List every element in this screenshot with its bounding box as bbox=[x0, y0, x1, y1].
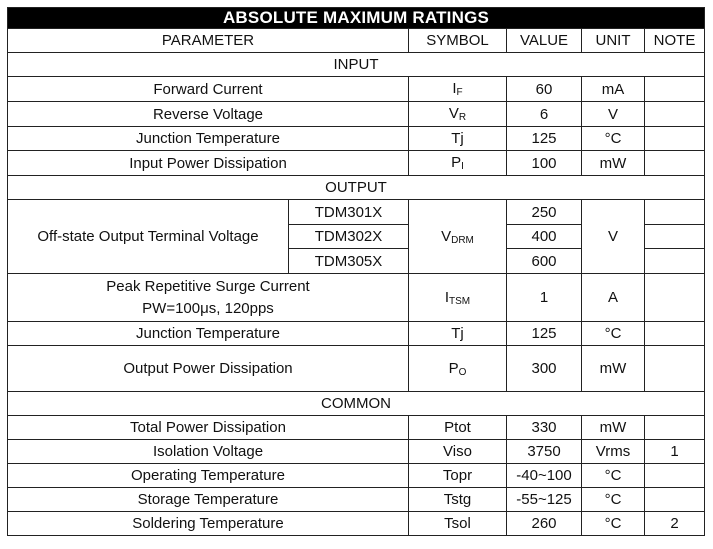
param-cell: Total Power Dissipation bbox=[8, 416, 409, 440]
note-cell bbox=[645, 274, 705, 322]
table-row bbox=[8, 440, 705, 464]
param-cell: Soldering Temperature bbox=[8, 512, 409, 536]
unit-cell: mA bbox=[582, 77, 645, 102]
param-cell: Input Power Dissipation bbox=[8, 151, 409, 176]
value-cell: 250 bbox=[507, 200, 582, 225]
section-common: COMMON bbox=[8, 392, 705, 416]
unit-cell: °C bbox=[582, 488, 645, 512]
symbol-cell: Ptot bbox=[409, 416, 507, 440]
note-cell bbox=[645, 488, 705, 512]
value-cell: 125 bbox=[507, 322, 582, 346]
value-cell: 125 bbox=[507, 127, 582, 151]
header-note: NOTE bbox=[645, 29, 705, 53]
param-cell: Off-state Output Terminal Voltage bbox=[8, 200, 289, 274]
note-cell bbox=[645, 322, 705, 346]
symbol-cell: Tstg bbox=[409, 488, 507, 512]
header-parameter: PARAMETER bbox=[8, 29, 409, 53]
symbol-cell: $I_F$ bbox=[409, 77, 507, 102]
value-cell: 100 bbox=[507, 151, 582, 176]
model-cell: TDM305X bbox=[289, 249, 409, 274]
note-cell: 1 bbox=[645, 440, 705, 464]
unit-cell: A bbox=[582, 274, 645, 322]
unit-cell: °C bbox=[582, 464, 645, 488]
unit-cell: mW bbox=[582, 416, 645, 440]
symbol-cell: $I_{TSM}$ bbox=[409, 274, 507, 322]
param-line: Peak Repetitive Surge Current bbox=[106, 277, 310, 295]
param-cell bbox=[8, 274, 409, 322]
param-cell: Operating Temperature bbox=[8, 464, 409, 488]
table-row bbox=[8, 77, 705, 102]
value-cell: 300 bbox=[507, 346, 582, 392]
value-cell: -40~100 bbox=[507, 464, 582, 488]
header-symbol: SYMBOL bbox=[409, 29, 507, 53]
value-cell: 600 bbox=[507, 249, 582, 274]
param-cell: Isolation Voltage bbox=[8, 440, 409, 464]
table-row bbox=[8, 151, 705, 176]
param-cell: Reverse Voltage bbox=[8, 102, 409, 127]
unit-cell: Vrms bbox=[582, 440, 645, 464]
note-cell bbox=[645, 416, 705, 440]
unit-cell: V bbox=[582, 102, 645, 127]
symbol-cell: Tj bbox=[409, 322, 507, 346]
table-row bbox=[8, 464, 705, 488]
symbol-cell: Tj bbox=[409, 127, 507, 151]
note-cell bbox=[645, 346, 705, 392]
note-cell: 2 bbox=[645, 512, 705, 536]
table-row bbox=[8, 102, 705, 127]
note-cell bbox=[645, 200, 705, 225]
table-row bbox=[8, 416, 705, 440]
table-row bbox=[8, 200, 705, 225]
table-row bbox=[8, 322, 705, 346]
symbol-cell: $V_R$ bbox=[409, 102, 507, 127]
header-unit: UNIT bbox=[582, 29, 645, 53]
param-line: PW=100μs, 120pps bbox=[142, 299, 274, 317]
value-cell: 400 bbox=[507, 225, 582, 249]
symbol-cell: Topr bbox=[409, 464, 507, 488]
value-cell: 60 bbox=[507, 77, 582, 102]
param-cell: Junction Temperature bbox=[8, 322, 409, 346]
model-cell: TDM301X bbox=[289, 200, 409, 225]
unit-cell: mW bbox=[582, 151, 645, 176]
absolute-maximum-ratings-table bbox=[7, 7, 705, 536]
unit-cell: V bbox=[582, 200, 645, 274]
table-row bbox=[8, 488, 705, 512]
symbol-cell: Viso bbox=[409, 440, 507, 464]
value-cell: -55~125 bbox=[507, 488, 582, 512]
param-cell: Storage Temperature bbox=[8, 488, 409, 512]
value-cell: 1 bbox=[507, 274, 582, 322]
table-row bbox=[8, 512, 705, 536]
note-cell bbox=[645, 151, 705, 176]
unit-cell: mW bbox=[582, 346, 645, 392]
symbol-cell: $P_I$ bbox=[409, 151, 507, 176]
section-input: INPUT bbox=[8, 53, 705, 77]
value-cell: 3750 bbox=[507, 440, 582, 464]
table-row bbox=[8, 346, 705, 392]
unit-cell: °C bbox=[582, 512, 645, 536]
param-cell: Forward Current bbox=[8, 77, 409, 102]
value-cell: 330 bbox=[507, 416, 582, 440]
symbol-cell: Tsol bbox=[409, 512, 507, 536]
symbol-cell: $P_O$ bbox=[409, 346, 507, 392]
unit-cell: °C bbox=[582, 127, 645, 151]
table-row bbox=[8, 274, 705, 322]
table-title: ABSOLUTE MAXIMUM RATINGS bbox=[8, 8, 705, 29]
value-cell: 6 bbox=[507, 102, 582, 127]
note-cell bbox=[645, 77, 705, 102]
param-cell: Junction Temperature bbox=[8, 127, 409, 151]
section-output: OUTPUT bbox=[8, 176, 705, 200]
table-row bbox=[8, 127, 705, 151]
note-cell bbox=[645, 249, 705, 274]
unit-cell: °C bbox=[582, 322, 645, 346]
note-cell bbox=[645, 102, 705, 127]
note-cell bbox=[645, 464, 705, 488]
param-cell: Output Power Dissipation bbox=[8, 346, 409, 392]
value-cell: 260 bbox=[507, 512, 582, 536]
symbol-cell: $V_{DRM}$ bbox=[409, 200, 507, 274]
header-value: VALUE bbox=[507, 29, 582, 53]
model-cell: TDM302X bbox=[289, 225, 409, 249]
note-cell bbox=[645, 127, 705, 151]
note-cell bbox=[645, 225, 705, 249]
